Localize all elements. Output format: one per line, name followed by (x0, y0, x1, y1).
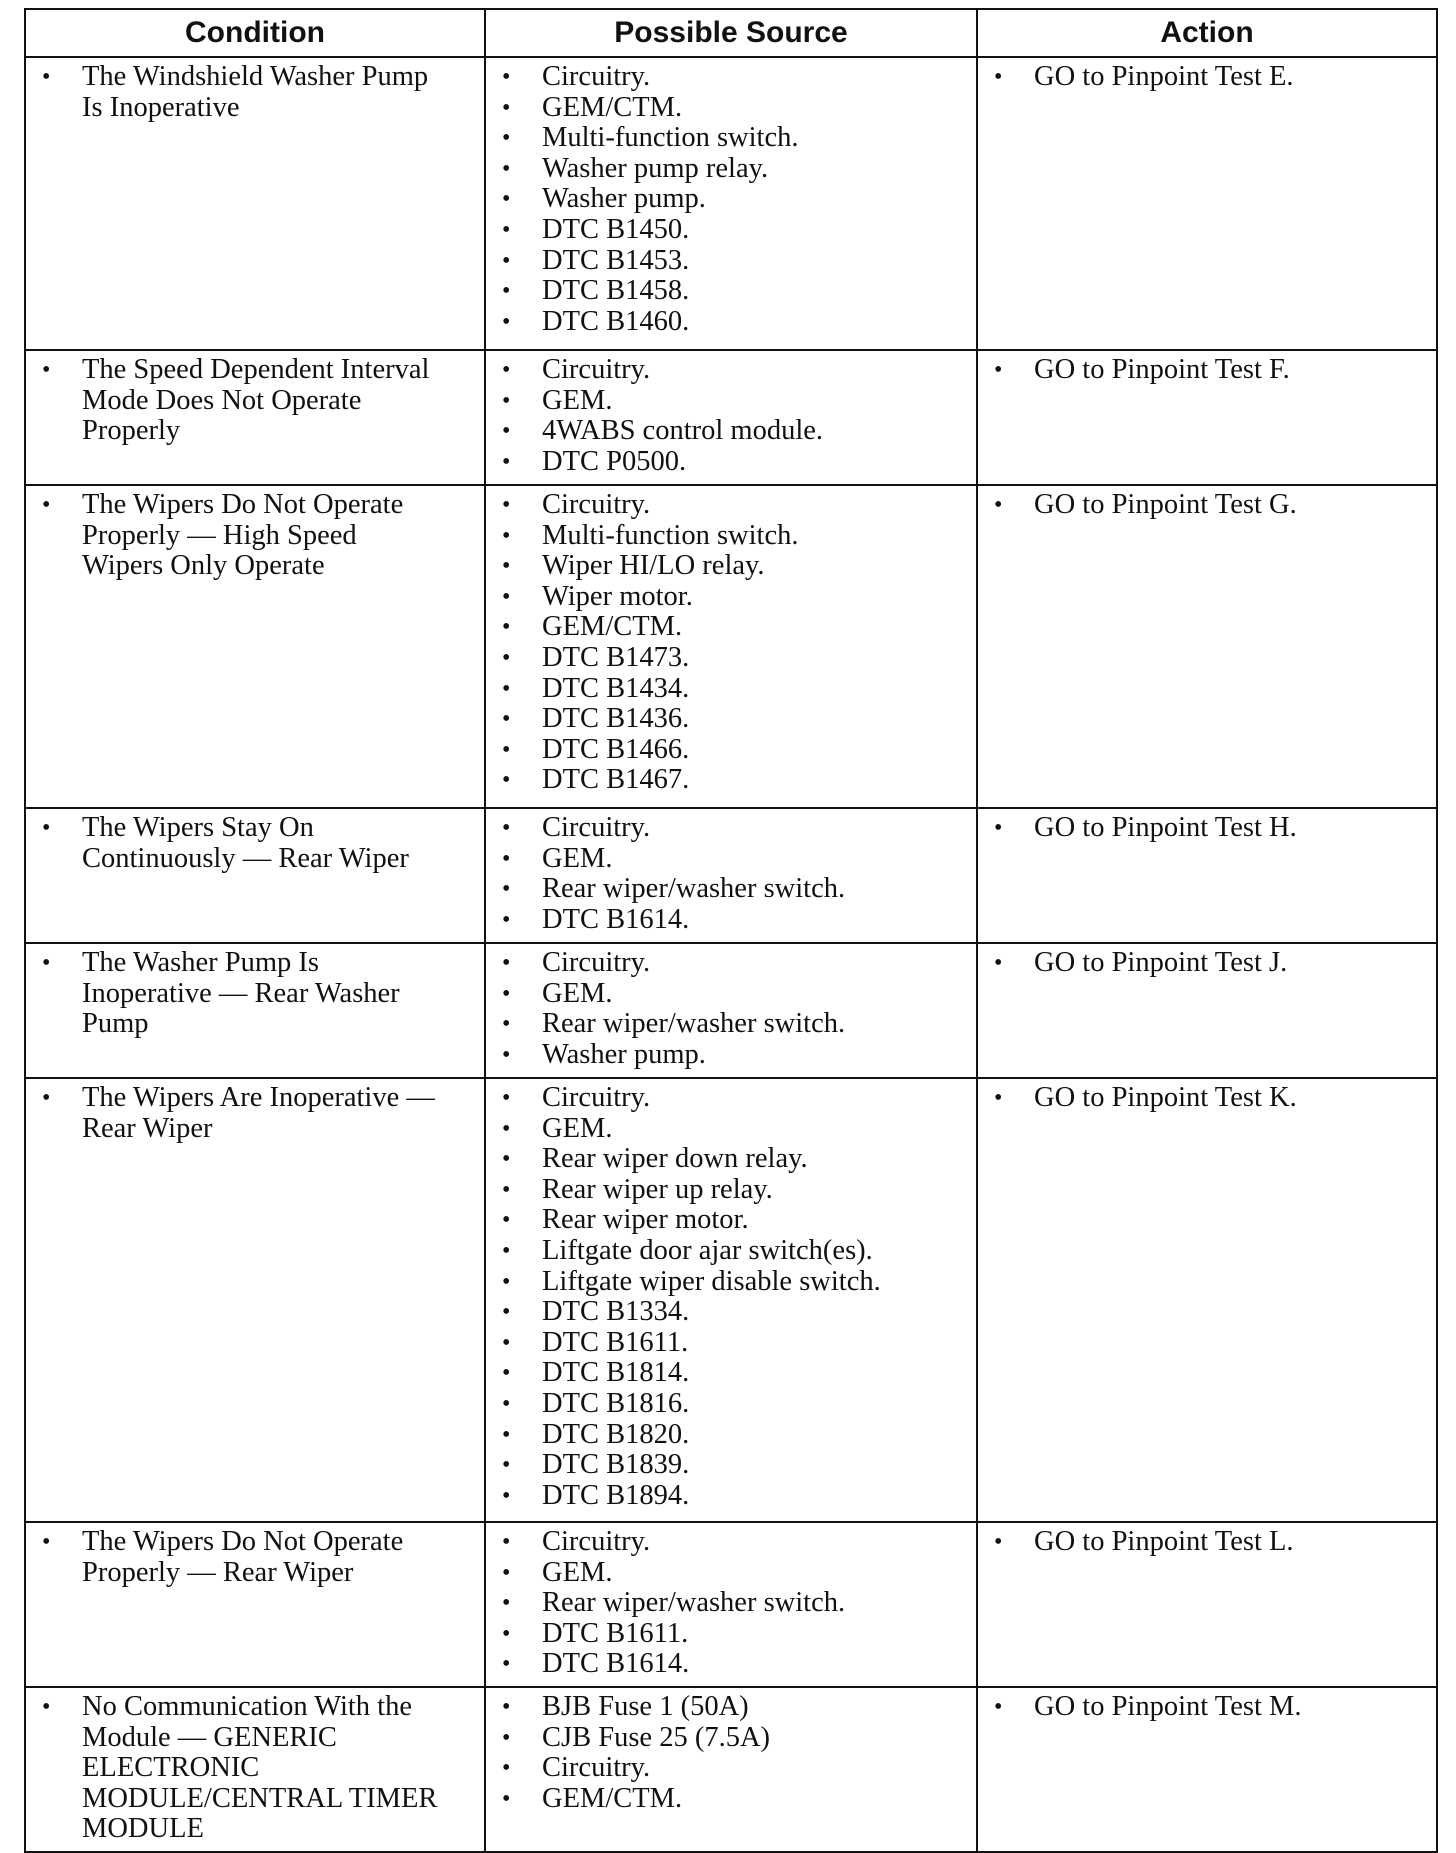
source-item: • Circuitry. (496, 62, 966, 93)
source-item: • DTC B1473. (496, 643, 966, 674)
source-item: • DTC B1450. (496, 215, 966, 246)
condition-line: • The Windshield Washer Pump (82, 61, 429, 92)
source-item: • DTC B1453. (496, 246, 966, 277)
source-item: • DTC B1436. (496, 704, 966, 735)
action-cell (977, 808, 1437, 943)
source-cell (485, 485, 977, 808)
source-item: • DTC B1611. (496, 1328, 966, 1359)
possible-source-header: Possible Source (485, 9, 977, 57)
condition-line: ELECTRONIC (82, 1752, 260, 1784)
condition-text (36, 62, 474, 123)
source-item: • GEM/CTM. (496, 612, 966, 643)
source-item: • Washer pump. (496, 184, 966, 215)
source-item: • Rear wiper/washer switch. (496, 1588, 966, 1619)
condition-line: Wipers Only Operate (82, 550, 325, 582)
source-item: • DTC B1894. (496, 1481, 966, 1512)
condition-cell (25, 1078, 485, 1522)
condition-text (36, 355, 474, 447)
condition-line: Properly — High Speed (82, 519, 357, 551)
condition-line: Mode Does Not Operate (82, 384, 362, 416)
source-item: • DTC B1614. (496, 1649, 966, 1680)
source-item: • GEM. (496, 979, 966, 1010)
action-header: Action (977, 9, 1437, 57)
condition-line: • The Speed Dependent Interval (82, 354, 430, 385)
table-row (25, 808, 1437, 943)
condition-text (36, 490, 474, 582)
source-item: • Wiper HI/LO relay. (496, 551, 966, 582)
source-item: • Wiper motor. (496, 582, 966, 613)
condition-line: MODULE/CENTRAL TIMER (82, 1782, 438, 1814)
source-item: • Circuitry. (496, 355, 966, 386)
condition-header: Condition (25, 9, 485, 57)
source-item: • DTC B1816. (496, 1389, 966, 1420)
condition-line: • The Wipers Do Not Operate (82, 1526, 404, 1557)
symptom-chart-table (24, 8, 1438, 1853)
table-row (25, 1687, 1437, 1852)
action-cell (977, 943, 1437, 1078)
source-item: • 4WABS control module. (496, 416, 966, 447)
condition-line: • The Wipers Are Inoperative — (82, 1082, 435, 1113)
action-text: • GO to Pinpoint Test F. (988, 355, 1426, 386)
table-row (25, 943, 1437, 1078)
source-item: • Rear wiper up relay. (496, 1175, 966, 1206)
source-item: • Multi-function switch. (496, 521, 966, 552)
table-row (25, 57, 1437, 350)
condition-text (36, 1692, 474, 1845)
source-cell (485, 1078, 977, 1522)
source-item: • GEM/CTM. (496, 93, 966, 124)
source-item: • Liftgate door ajar switch(es). (496, 1236, 966, 1267)
source-item: • DTC B1820. (496, 1420, 966, 1451)
source-cell (485, 943, 977, 1078)
source-cell (485, 57, 977, 350)
source-item: • DTC B1460. (496, 307, 966, 338)
condition-line: Continuously — Rear Wiper (82, 842, 409, 874)
source-item: • Liftgate wiper disable switch. (496, 1267, 966, 1298)
action-text: • GO to Pinpoint Test J. (988, 948, 1426, 979)
condition-line: Module — GENERIC (82, 1721, 337, 1753)
condition-cell (25, 1687, 485, 1852)
source-item: • DTC B1614. (496, 905, 966, 936)
condition-cell (25, 350, 485, 485)
source-item: • Circuitry. (496, 1753, 966, 1784)
source-item: • Washer pump relay. (496, 154, 966, 185)
source-item: • BJB Fuse 1 (50A) (496, 1692, 966, 1723)
source-item: • Rear wiper motor. (496, 1205, 966, 1236)
condition-line: Is Inoperative (82, 91, 240, 123)
source-item: • Washer pump. (496, 1040, 966, 1071)
source-item: • GEM. (496, 386, 966, 417)
action-cell (977, 350, 1437, 485)
table-row (25, 485, 1437, 808)
condition-line: • No Communication With the (82, 1691, 413, 1722)
condition-cell (25, 1522, 485, 1687)
source-item: • GEM/CTM. (496, 1784, 966, 1815)
action-cell (977, 57, 1437, 350)
table-row (25, 350, 1437, 485)
source-item: • GEM. (496, 1114, 966, 1145)
condition-cell (25, 943, 485, 1078)
source-item: • Circuitry. (496, 948, 966, 979)
action-text: • GO to Pinpoint Test H. (988, 813, 1426, 844)
action-text: • GO to Pinpoint Test M. (988, 1692, 1426, 1723)
table-row (25, 1078, 1437, 1522)
source-item: • Circuitry. (496, 490, 966, 521)
condition-cell (25, 485, 485, 808)
action-text: • GO to Pinpoint Test L. (988, 1527, 1426, 1558)
source-item: • DTC B1814. (496, 1358, 966, 1389)
source-item: • Rear wiper/washer switch. (496, 874, 966, 905)
condition-line: • The Wipers Stay On (82, 812, 314, 843)
condition-line: Pump (82, 1008, 149, 1040)
action-text: • GO to Pinpoint Test E. (988, 62, 1426, 93)
condition-text (36, 1083, 474, 1144)
source-item: • DTC B1458. (496, 276, 966, 307)
table-row (25, 1522, 1437, 1687)
source-item: • Rear wiper/washer switch. (496, 1009, 966, 1040)
source-item: • Rear wiper down relay. (496, 1144, 966, 1175)
condition-cell (25, 808, 485, 943)
source-cell (485, 350, 977, 485)
source-item: • Circuitry. (496, 1083, 966, 1114)
source-item: • Multi-function switch. (496, 123, 966, 154)
source-item: • DTC P0500. (496, 447, 966, 478)
source-cell (485, 808, 977, 943)
source-item: • Circuitry. (496, 1527, 966, 1558)
condition-text (36, 813, 474, 874)
condition-line: Rear Wiper (82, 1112, 213, 1144)
action-cell (977, 1522, 1437, 1687)
source-item: • DTC B1334. (496, 1297, 966, 1328)
header-row (25, 9, 1437, 57)
condition-text (36, 948, 474, 1040)
source-item: • DTC B1466. (496, 735, 966, 766)
source-item: • DTC B1467. (496, 765, 966, 796)
condition-line: • The Wipers Do Not Operate (82, 489, 404, 520)
source-item: • CJB Fuse 25 (7.5A) (496, 1723, 966, 1754)
source-cell (485, 1522, 977, 1687)
condition-line: Properly — Rear Wiper (82, 1556, 354, 1588)
condition-text (36, 1527, 474, 1588)
source-item: • GEM. (496, 844, 966, 875)
source-item: • GEM. (496, 1558, 966, 1589)
source-item: • DTC B1839. (496, 1450, 966, 1481)
condition-line: Inoperative — Rear Washer (82, 977, 400, 1009)
action-cell (977, 485, 1437, 808)
action-cell (977, 1078, 1437, 1522)
condition-cell (25, 57, 485, 350)
action-cell (977, 1687, 1437, 1852)
source-item: • Circuitry. (496, 813, 966, 844)
condition-line: Properly (82, 415, 181, 447)
source-cell (485, 1687, 977, 1852)
action-text: • GO to Pinpoint Test G. (988, 490, 1426, 521)
source-item: • DTC B1611. (496, 1619, 966, 1650)
condition-line: MODULE (82, 1813, 204, 1845)
source-item: • DTC B1434. (496, 674, 966, 705)
condition-line: • The Washer Pump Is (82, 947, 320, 978)
action-text: • GO to Pinpoint Test K. (988, 1083, 1426, 1114)
